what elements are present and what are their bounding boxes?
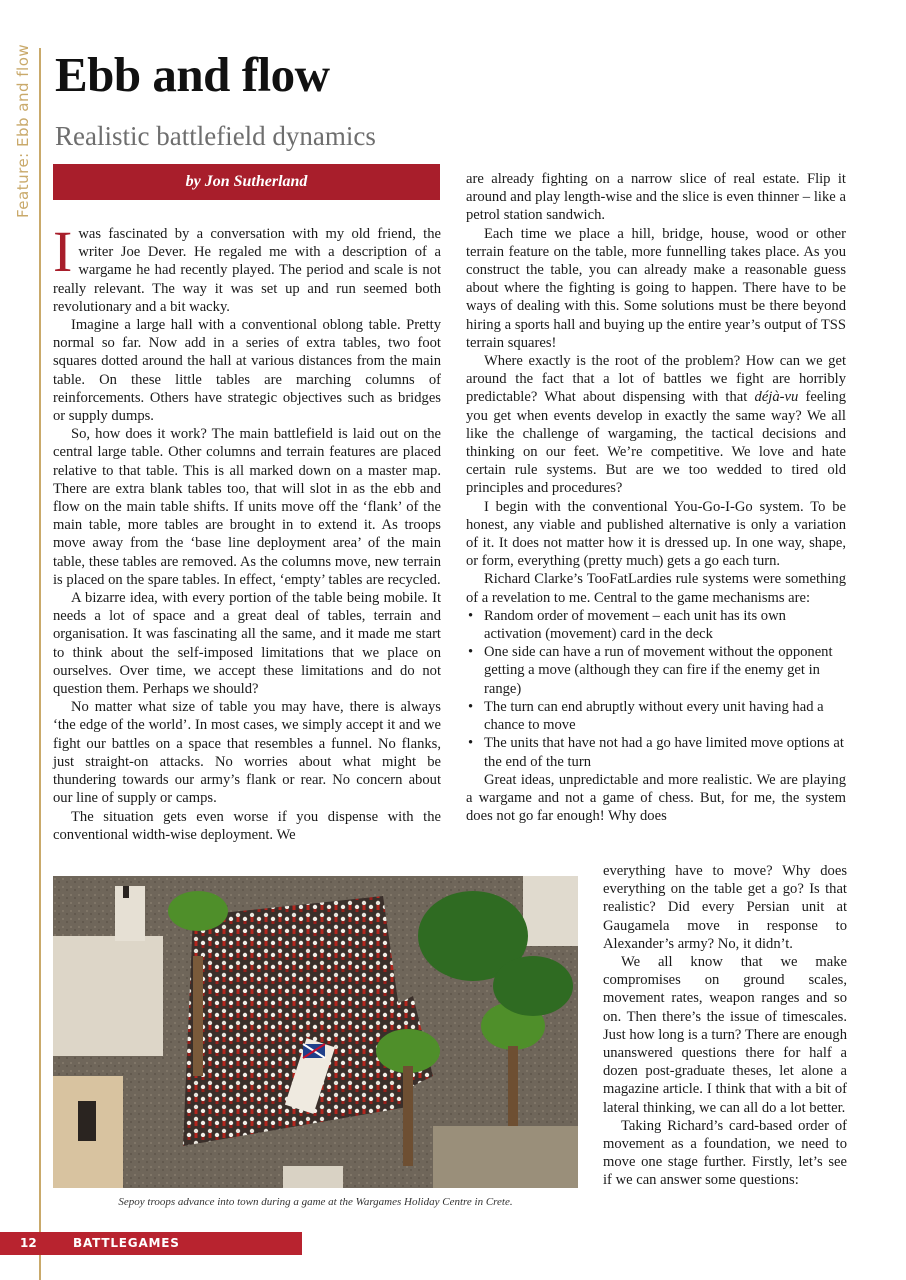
battle-photo (53, 876, 578, 1188)
byline: by Jon Sutherland (53, 164, 440, 200)
paragraph: are already fighting on a narrow slice of real estate. Flip it around and play length-wise and the slice is even thinner – like a petrol station sandwich. (466, 171, 846, 224)
paragraph: Iwas fascinated by a conversation with my old friend, the writer Joe Dever. He regaled me with a description of a wargame he had recently played. The period and scale is not really relevant. The way it was set up and run seemed both revolutionary and a bit wacky. (53, 219, 441, 315)
list-item: • Random order of movement – each unit has its own activation (movement) card in the deck (466, 607, 846, 643)
paragraph: No matter what size of table you may have, there is always ‘the edge of the world’. In most cases, we simply accept it and we fight our battles on a space that resembles a funnel. No flanks, just straight-on attacks. No worries about what might be thundering towards our army’s flank or rear. No concern about our line of supply or camps. (53, 699, 441, 807)
drop-cap: I (53, 219, 73, 284)
article-column-narrow (603, 862, 847, 1190)
photo-caption: Sepoy troops advance into town during a game at the Wargames Holiday Centre in Crete. (118, 1196, 513, 1208)
paragraph: everything have to move? Why does everything on the table get a go? Is that realistic? Did every Persian unit at Gaugamela move in response to Alexander’s army? No, it didn’t. (603, 863, 847, 952)
paragraph: Richard Clarke’s TooFatLardies rule systems were something of a revelation to me. Central to the game mechanisms are: (466, 571, 846, 606)
list-item: • The turn can end abruptly without every unit having had a chance to move (466, 698, 846, 734)
miniatures-scene-image (53, 876, 578, 1188)
paragraph: I begin with the conventional You-Go-I-Go system. To be honest, any viable and published alternative is only a variation of it. It does not matter how it is dressed up. In one way, shape, or form, everything (pretty much) gets a go each turn. (466, 498, 846, 570)
page-footer (0, 1232, 302, 1255)
article-column-left (53, 219, 441, 844)
paragraph: Great ideas, unpredictable and more realistic. We are playing a wargame and not a game of chess. But, for me, the system does not go far enough! Why does (466, 771, 846, 825)
list-item: • The units that have not had a go have limited move options at the end of the turn (466, 734, 846, 770)
paragraph: We all know that we make compromises on ground scales, movement rates, weapon ranges and so on. Then there’s the issue of timescales. Just how long is a turn? There are enough unanswered questions there for half a dozen post-graduate theses, let alone a magazine article. I think that with a bit of lateral thinking, we can all do a lot better. (603, 954, 847, 1116)
paragraph: Each time we place a hill, bridge, house, wood or other terrain feature on the table, more funnelling takes place. As you construct the table, you can already make a reasonable guess about where the fighting is going to happen. There have to be ways of dealing with this. Some solutions must be there beyond hiring a sports hall and buying up the entire year’s output of TSS terrain squares! (466, 225, 846, 351)
page-number: 12 (20, 1236, 37, 1250)
list-item: • One side can have a run of movement without the opponent getting a move (although they can fire if the enemy get in range) (466, 643, 846, 698)
bullet-list (466, 607, 846, 771)
feature-label: Feature: Ebb and flow (14, 43, 32, 218)
paragraph: The situation gets even worse if you dispense with the conventional width-wise deployment. We (53, 808, 441, 843)
magazine-name: BATTLEGAMES (73, 1236, 180, 1250)
page-title: Ebb and flow (55, 47, 330, 102)
page-subtitle: Realistic battlefield dynamics (55, 121, 376, 151)
paragraph: A bizarre idea, with every portion of the table being mobile. It needs a lot of space and a great deal of tables, terrain and organisation. It was fascinating all the same, and it made me start to think about the self-imposed limitations that we place on ourselves. Over time, we accept these limitations and do not question them. Perhaps we should? (53, 590, 441, 698)
paragraph: Taking Richard’s card-based order of movement as a foundation, we need to move one stage further. Firstly, let’s see if we can answer some questions: (603, 1117, 847, 1189)
side-rule (39, 48, 41, 1280)
paragraph: Where exactly is the root of the problem? How can we get around the fact that a lot of battles we fight are horribly predictable? What about dispensing with that déjà-vu feeling you get when events develop in exactly the same way? We all like the challenge of wargaming, the tactical decisions and thinking on our feet. We’re competitive. We love and hate certain rule systems. But are we too wedded to tired old principles and procedures? (466, 353, 846, 497)
paragraph: Imagine a large hall with a conventional oblong table. Pretty normal so far. Now add in a series of extra tables, two foot squares dotted around the hall at various distances from the main table. On these little tables are marching columns of reinforcements. Others have strategic objectives such as bridges or supply dumps. (53, 317, 441, 425)
article-column-right (466, 170, 846, 825)
paragraph: So, how does it work? The main battlefield is laid out on the central large table. Other columns and terrain features are placed relative to that table. This is all marked down on a master map. There are extra blank tables too, that will slot in as the ebb and flow on the main table shifts. If units move off the ‘flank’ of the main table, more tables are brought in to extend it. As troops move away from the ‘base line deployment area’ of the main table, these tables are removed. As the columns move, new terrain is placed on the spare tables. In effect, ‘empty’ tables are recycled. (53, 426, 441, 588)
